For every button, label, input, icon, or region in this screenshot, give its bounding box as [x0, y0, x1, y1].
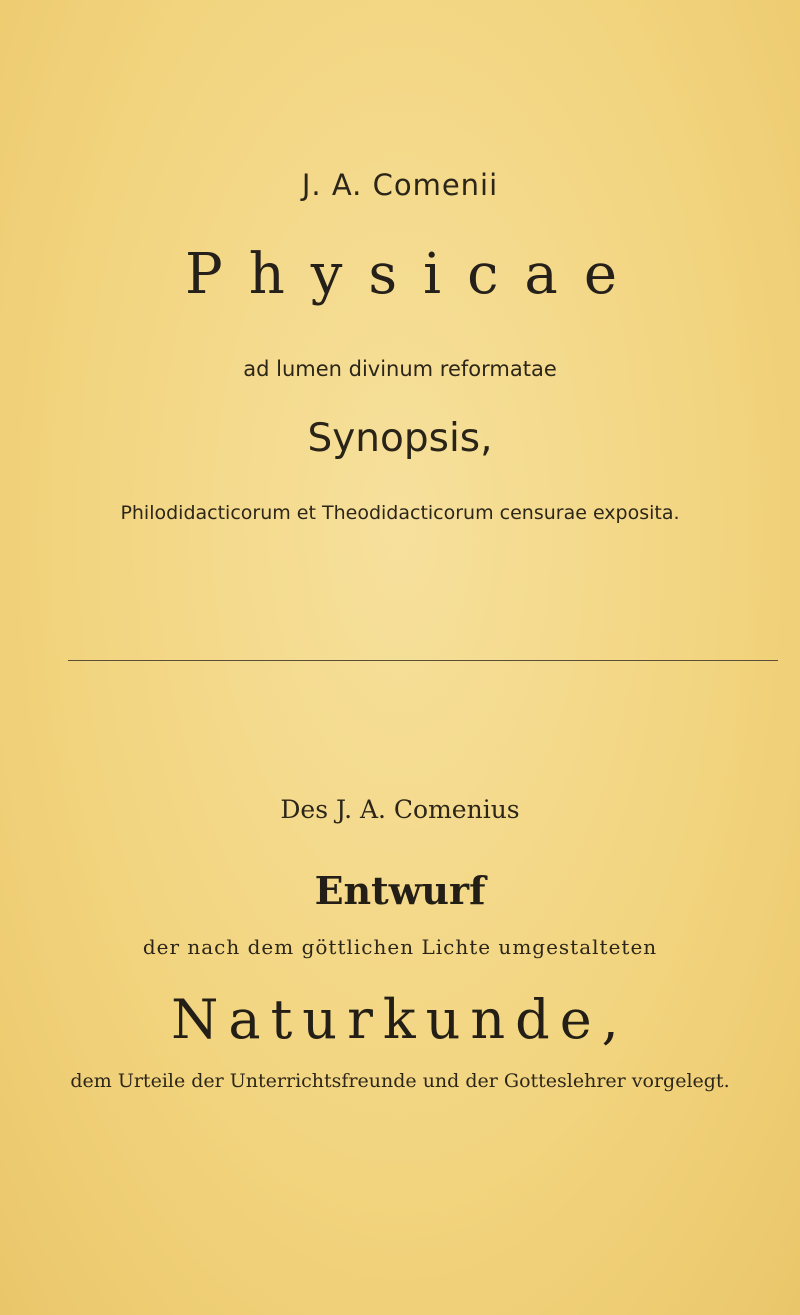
- german-title: Entwurf: [314, 868, 486, 913]
- latin-author: J. A. Comenii: [301, 168, 499, 202]
- german-dedication: dem Urteile der Unterrichtsfreunde und der Gotteslehrer vorgelegt.: [70, 1070, 730, 1092]
- divider-rule: [68, 660, 778, 661]
- german-main-title: Naturkunde,: [171, 988, 629, 1051]
- latin-dedication: Philodidacticorum et Theodidacticorum censurae exposita.: [120, 502, 680, 524]
- latin-synopsis: Synopsis,: [307, 416, 493, 461]
- german-author: Des J. A. Comenius: [280, 795, 520, 824]
- latin-subtitle: ad lumen divinum reformatae: [243, 357, 557, 381]
- latin-title: Physicae: [185, 242, 643, 307]
- german-subtitle: der nach dem göttlichen Lichte umgestalteten: [142, 935, 658, 959]
